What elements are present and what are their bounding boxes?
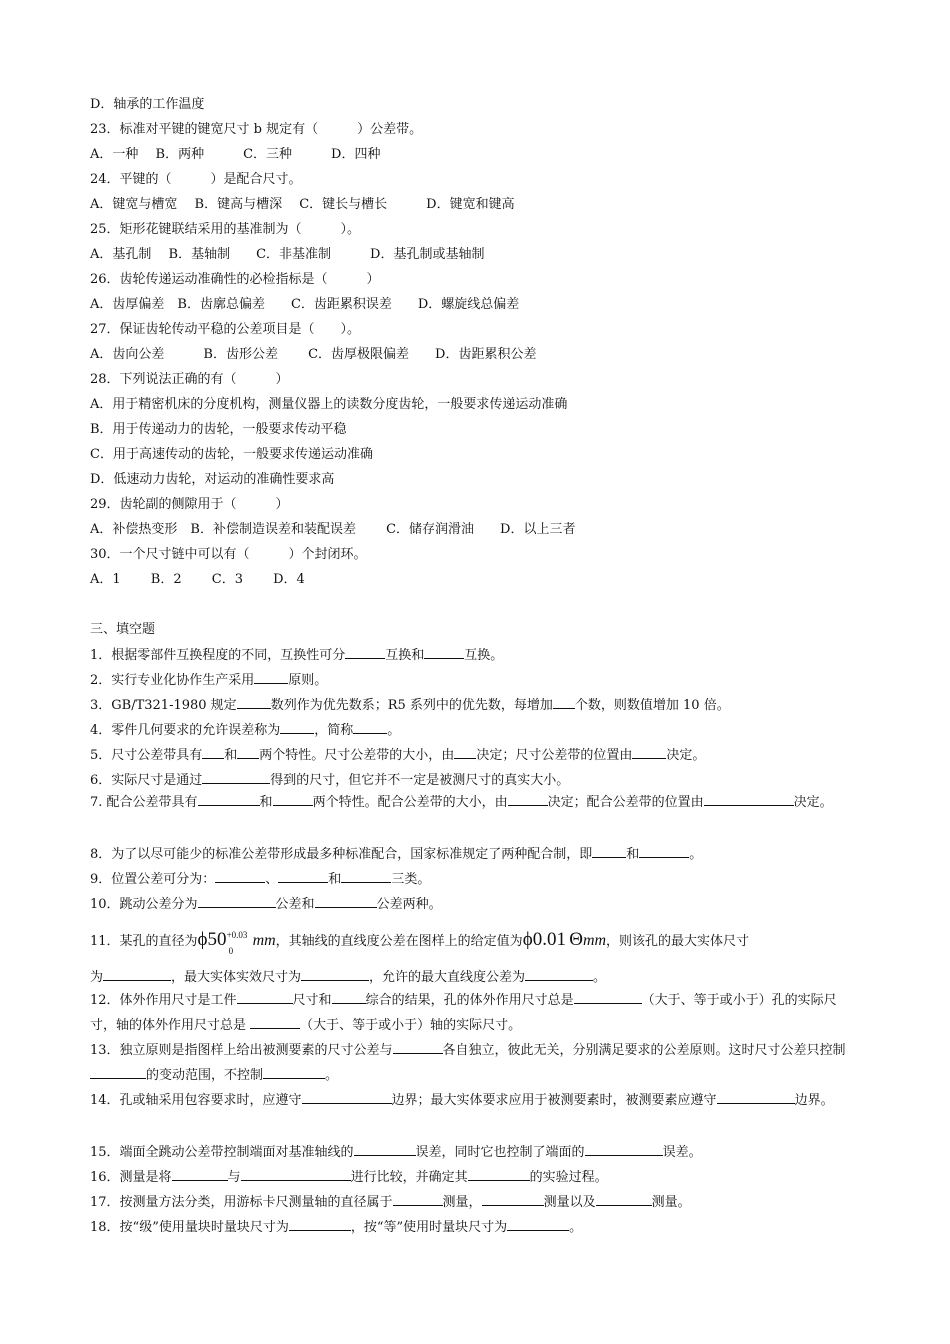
question-25-options: A．基孔制 B．基轴制 C．非基准制 D．基孔制或基轴制 [90,247,485,262]
fill-question-5: 5．尺寸公差带具有 和 两个特性。尺寸公差带的大小，由 决定；尺寸公差带的位置由 决定。 [90,748,706,763]
fill-question-12: 12．体外作用尺寸是工件 尺寸和 综合的结果，孔的体外作用尺寸总是 （大于、等于或小于）孔的实际尺寸，轴的体外作用尺寸总是 （大于、等于或小于）轴的实际尺寸。 [90,993,837,1033]
question-23: 23．标准对平键的键宽尺寸 b 规定有（ ）公差带。 [90,122,423,137]
fill-question-1: 1．根据零部件互换程度的不同，互换性可分 互换和 互换。 [90,648,504,663]
blank [424,646,464,659]
blank [454,746,476,759]
question-28-option-b: B．用于传递动力的齿轮，一般要求传动平稳 [90,422,347,437]
fill-question-6: 6．实际尺寸是通过 得到的尺寸，但它并不一定是被测尺寸的真实大小。 [90,773,570,788]
blank [345,646,385,659]
blank [704,793,794,806]
question-29: 29．齿轮副的侧隙用于（ ） [90,497,289,512]
question-29-options: A．补偿热变形 B．补偿制造误差和装配误差 C．储存润滑油 D．以上三者 [90,522,576,537]
blank [172,1168,228,1181]
question-26-options: A．齿厚偏差 B．齿廓总偏差 C．齿距累积误差 D．螺旋线总偏差 [90,297,520,312]
blank [315,895,377,908]
blank [553,696,575,709]
question-28-option-d: D．低速动力齿轮，对运动的准确性要求高 [90,472,335,487]
fill-question-3: 3．GB/T321-1980 规定 数列作为优先数系；R5 系列中的优先数，每增加 个数，则数值增加 10 倍。 [90,698,730,713]
option-d-bearing-temp: D．轴承的工作温度 [90,97,205,112]
blank [341,870,391,883]
blank [585,1143,663,1156]
blank [90,1066,146,1079]
blank [237,991,293,1004]
blank [353,721,387,734]
blank [202,746,224,759]
blank [354,1143,416,1156]
straightness-tolerance-formula: ϕ0.01 Θmm [522,929,607,950]
blank [202,771,270,784]
blank [468,1168,530,1181]
question-28-option-a: A．用于精密机床的分度机构，测量仪器上的读数分度齿轮，一般要求传递运动准确 [90,397,568,412]
blank [592,845,626,858]
blank [574,991,642,1004]
question-28: 28．下列说法正确的有（ ） [90,372,289,387]
fill-question-16: 16．测量是将 与 进行比较，并确定其 的实验过程。 [90,1170,608,1185]
question-30: 30．一个尺寸链中可以有（ ）个封闭环。 [90,547,367,562]
hole-diameter-formula: ϕ50 +0.03 0 mm [197,929,276,956]
blank [103,968,171,981]
question-27: 27．保证齿轮传动平稳的公差项目是（ ）。 [90,322,361,337]
question-25: 25．矩形花键联结采用的基准制为（ ）。 [90,222,361,237]
blank [393,1041,443,1054]
question-28-option-c: C．用于高速传动的齿轮，一般要求传递运动准确 [90,447,373,462]
question-24: 24．平键的（ ）是配合尺寸。 [90,172,302,187]
fill-question-13: 13．独立原则是指图样上给出被测要素的尺寸公差与 各自独立，彼此无关，分别满足要求的公差原则。这时尺寸公差只控制的变动范围，不控制 。 [90,1043,846,1083]
blank [632,746,666,759]
section-title-fill-blank: 三、填空题 [90,622,156,637]
blank [254,671,288,684]
blank [332,991,366,1004]
blank [198,895,276,908]
fill-question-8: 8．为了以尽可能少的标准公差带形成最多种标准配合，国家标准规定了两种配合制，即 和 。 [90,847,703,862]
question-27-options: A．齿向公差 B．齿形公差 C．齿厚极限偏差 D．齿距累积公差 [90,347,537,362]
blank [278,870,328,883]
blank [393,1193,443,1206]
fill-question-2: 2．实行专业化协作生产采用 原则。 [90,673,328,688]
fill-question-17: 17．按测量方法分类，用游标卡尺测量轴的直径属于 测量， 测量以及 测量。 [90,1195,691,1210]
fill-question-14: 14．孔或轴采用包容要求时，应遵守 边界；最大实体要求应用于被测要素时，被测要素应遵守 边界。 [90,1093,834,1108]
fill-question-10: 10．跳动公差分为 公差和 公差两种。 [90,897,442,912]
blank [198,793,260,806]
blank [280,721,314,734]
blank [508,793,548,806]
blank [482,1193,544,1206]
blank [301,968,369,981]
blank [717,1091,795,1104]
blank [241,1168,351,1181]
fill-question-4: 4．零件几何要求的允许误差称为 ，简称 。 [90,723,401,738]
fill-question-18: 18．按“级”使用量块时量块尺寸为 ，按“等”使用时量块尺寸为 。 [90,1220,583,1235]
blank [525,968,593,981]
blank [215,870,265,883]
blank [250,1016,300,1029]
fill-question-15: 15．端面全跳动公差带控制端面对基准轴线的 误差，同时它也控制了端面的 误差。 [90,1145,702,1160]
blank [596,1193,652,1206]
question-26: 26．齿轮传递运动准确性的必检指标是（ ） [90,272,380,287]
fill-question-9: 9．位置公差可分为： 、 和 三类。 [90,872,431,887]
blank [507,1218,569,1231]
blank [237,746,259,759]
blank [263,1066,325,1079]
question-30-options: A．1 B．2 C．3 D．4 [90,572,305,587]
blank [273,793,313,806]
blank [237,696,271,709]
blank [302,1091,392,1104]
question-24-options: A．键宽与槽宽 B．键高与槽深 C．键长与槽长 D．键宽和键高 [90,197,515,212]
fill-question-11-continued: 为 ，最大实体实效尺寸为 ，允许的最大直线度公差为 。 [90,970,607,985]
blank [639,845,689,858]
question-23-options: A．一种 B．两种 C．三种 D．四种 [90,147,381,162]
blank [289,1218,351,1231]
fill-question-11: 11．某孔的直径为ϕ50 +0.03 0 mm，其轴线的直线度公差在图样上的给定值为ϕ0.01 Θmm，则该孔的最大实体尺寸 [90,929,750,956]
fill-question-7: 7. 配合公差带具有 和 两个特性。配合公差带的大小，由 决定；配合公差带的位置由 决定。 [90,795,833,810]
